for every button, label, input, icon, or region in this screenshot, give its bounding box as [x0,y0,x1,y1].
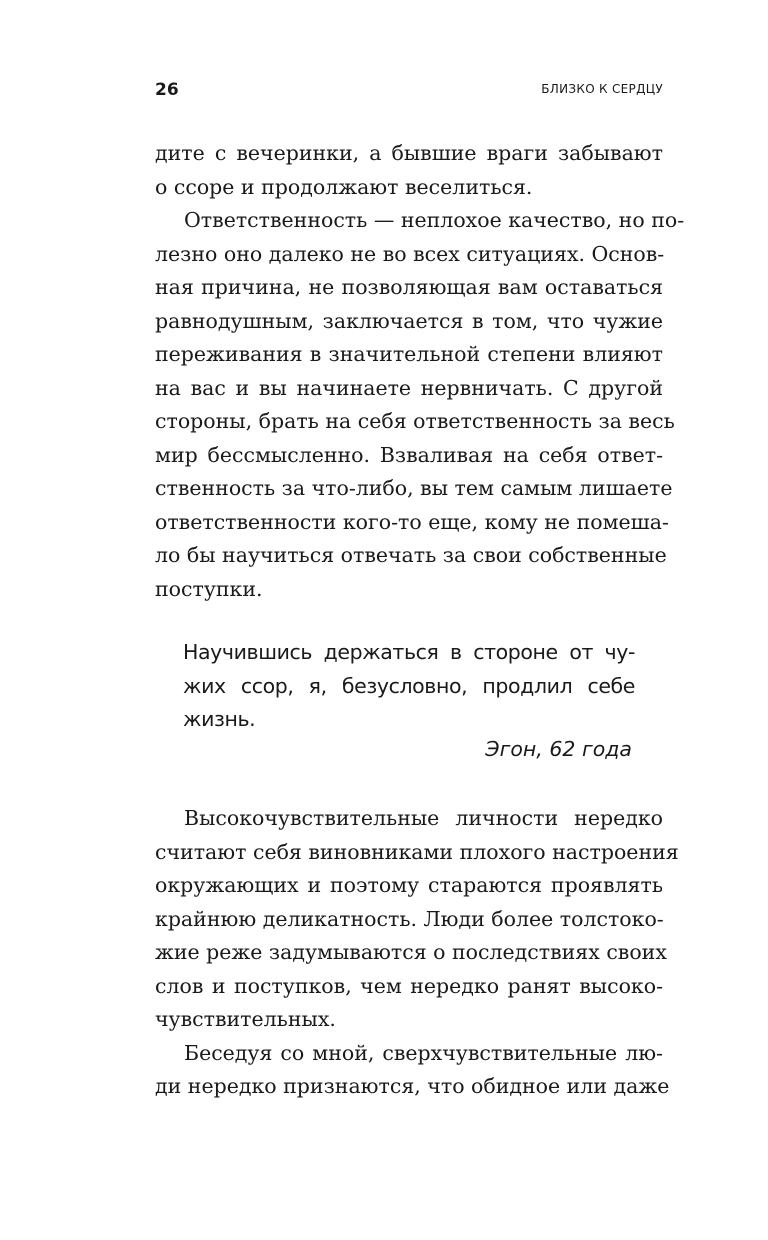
text-line: мир бессмысленно. Взваливая на себя ответ- [155,442,663,467]
text-line: ди нередко признаются, что обидное или даже [155,1074,670,1098]
text-line: чувствительных. [155,1007,336,1031]
text-line: слов и поступков, чем нередко ранят высоко- [155,973,663,998]
quote-line: жих ссор, я, безусловно, продлил себе [183,673,635,698]
text-line: поступки. [155,576,263,601]
quote-author: Эгон, 62 года [485,737,632,761]
text-line: переживания в значительной степени влияют [155,342,663,366]
text-line: Высокочувствительные личности нередко [184,806,663,830]
text-line: лезно оно далеко не во всех ситуациях. Основ- [155,241,665,266]
text-line: крайнюю деликатность. Люди более толстоко- [155,906,664,931]
page-number: 26 [155,80,179,100]
text-line: дите с вечеринки, а бывшие враги забывают [155,141,663,165]
text-line: ответственности кого-то еще, кому не помеша- [155,509,669,534]
body-text-bottom [155,802,679,1104]
text-line: считают себя виновниками плохого настроения [155,839,679,864]
quote-block [183,636,635,737]
text-line: равнодушным, заключается в том, что чужие [155,308,663,333]
running-title: БЛИЗКО К СЕРДЦУ [541,82,663,96]
quote-line: Научившись держаться в стороне от чу- [183,640,635,664]
text-line: жие реже задумываются о последствиях своих [155,940,667,964]
text-line: Беседуя со мной, сверхчувствительные лю- [184,1040,663,1065]
page-header [155,80,663,102]
text-line: ственность за что-либо, вы тем самым лишаете [155,476,673,500]
text-line: ная причина, не позволяющая вам оставаться [155,275,663,299]
text-line: на вас и вы начинаете нервничать. С другой [155,375,663,400]
text-line: окружающих и поэтому стараются проявлять [155,873,663,897]
text-line: стороны, брать на себя ответственность за весь [155,409,675,433]
text-line: ло бы научиться отвечать за свои собственные [155,543,667,567]
body-text-top [155,137,685,606]
text-line: о ссоре и продолжают веселиться. [155,174,533,199]
quote-line: жизнь. [183,707,256,731]
text-line: Ответственность — неплохое качество, но по- [184,208,685,232]
